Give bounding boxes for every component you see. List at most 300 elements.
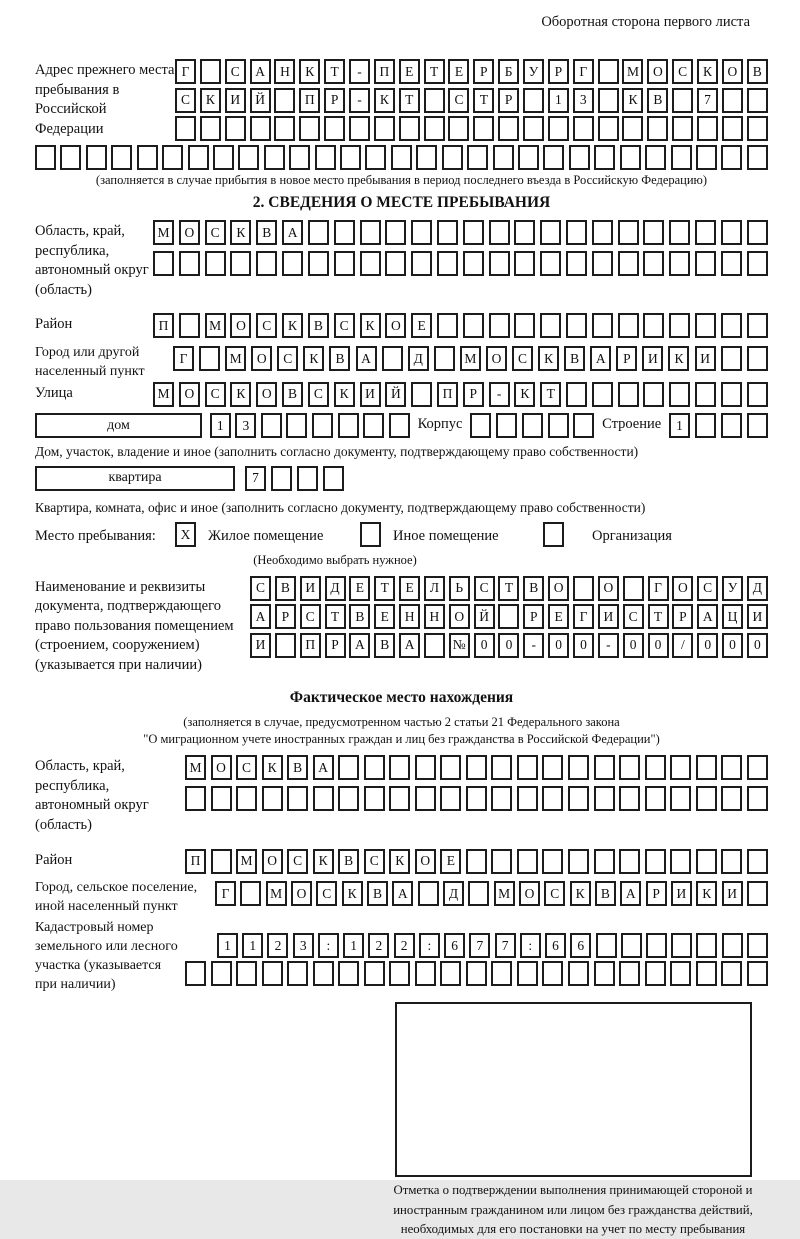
char-box[interactable]: Р: [646, 881, 667, 906]
char-box[interactable]: [162, 145, 183, 170]
char-box[interactable]: [594, 849, 615, 874]
char-box[interactable]: X: [175, 522, 196, 547]
char-box[interactable]: Т: [498, 576, 519, 601]
char-box[interactable]: [491, 849, 512, 874]
char-box[interactable]: [466, 849, 487, 874]
char-box[interactable]: [153, 251, 174, 276]
char-box[interactable]: [385, 251, 406, 276]
char-box[interactable]: [747, 116, 768, 141]
char-box[interactable]: [442, 145, 463, 170]
char-box[interactable]: О: [211, 755, 232, 780]
char-box[interactable]: Й: [385, 382, 406, 407]
char-box[interactable]: А: [349, 633, 370, 658]
char-box[interactable]: [747, 220, 768, 245]
char-box[interactable]: [360, 251, 381, 276]
char-box[interactable]: [522, 413, 543, 438]
char-box[interactable]: В: [747, 59, 768, 84]
char-box[interactable]: М: [185, 755, 206, 780]
char-box[interactable]: 7: [495, 933, 516, 958]
char-box[interactable]: В: [275, 576, 296, 601]
char-box[interactable]: М: [460, 346, 481, 371]
char-box[interactable]: [669, 382, 690, 407]
char-box[interactable]: [463, 313, 484, 338]
char-box[interactable]: [205, 251, 226, 276]
char-box[interactable]: [440, 755, 461, 780]
char-box[interactable]: [514, 251, 535, 276]
char-box[interactable]: [200, 116, 221, 141]
char-box[interactable]: У: [523, 59, 544, 84]
char-box[interactable]: [385, 220, 406, 245]
char-box[interactable]: [213, 145, 234, 170]
char-box[interactable]: К: [299, 59, 320, 84]
char-box[interactable]: [722, 116, 743, 141]
char-box[interactable]: [199, 346, 220, 371]
char-box[interactable]: [418, 881, 439, 906]
char-box[interactable]: С: [364, 849, 385, 874]
char-box[interactable]: П: [185, 849, 206, 874]
char-box[interactable]: О: [262, 849, 283, 874]
char-box[interactable]: С: [175, 88, 196, 113]
char-box[interactable]: [592, 313, 613, 338]
char-box[interactable]: [696, 849, 717, 874]
char-box[interactable]: [722, 933, 743, 958]
char-box[interactable]: 0: [722, 633, 743, 658]
char-box[interactable]: [466, 786, 487, 811]
char-box[interactable]: К: [342, 881, 363, 906]
char-box[interactable]: К: [697, 59, 718, 84]
char-box[interactable]: /: [672, 633, 693, 658]
char-box[interactable]: [619, 786, 640, 811]
char-box[interactable]: О: [251, 346, 272, 371]
char-box[interactable]: -: [598, 633, 619, 658]
char-box[interactable]: [274, 88, 295, 113]
char-box[interactable]: 0: [548, 633, 569, 658]
char-box[interactable]: 1: [217, 933, 238, 958]
char-box[interactable]: [669, 313, 690, 338]
char-box[interactable]: [489, 251, 510, 276]
char-box[interactable]: [308, 220, 329, 245]
char-box[interactable]: О: [256, 382, 277, 407]
char-box[interactable]: :: [419, 933, 440, 958]
char-box[interactable]: 0: [498, 633, 519, 658]
char-box[interactable]: 0: [474, 633, 495, 658]
char-box[interactable]: [467, 145, 488, 170]
char-box[interactable]: [60, 145, 81, 170]
char-box[interactable]: [424, 88, 445, 113]
char-box[interactable]: [274, 116, 295, 141]
char-box[interactable]: Е: [349, 576, 370, 601]
char-box[interactable]: И: [642, 346, 663, 371]
char-box[interactable]: [489, 220, 510, 245]
char-box[interactable]: С: [225, 59, 246, 84]
char-box[interactable]: [271, 466, 292, 491]
char-box[interactable]: [747, 786, 768, 811]
char-box[interactable]: [360, 522, 381, 547]
char-box[interactable]: [596, 933, 617, 958]
char-box[interactable]: [669, 251, 690, 276]
char-box[interactable]: [671, 933, 692, 958]
char-box[interactable]: [411, 382, 432, 407]
char-box[interactable]: [643, 382, 664, 407]
char-box[interactable]: [747, 849, 768, 874]
char-box[interactable]: Н: [274, 59, 295, 84]
char-box[interactable]: [645, 849, 666, 874]
char-box[interactable]: [424, 116, 445, 141]
char-box[interactable]: [747, 145, 768, 170]
char-box[interactable]: С: [256, 313, 277, 338]
char-box[interactable]: И: [695, 346, 716, 371]
char-box[interactable]: 3: [573, 88, 594, 113]
char-box[interactable]: 1: [343, 933, 364, 958]
char-box[interactable]: [437, 220, 458, 245]
char-box[interactable]: Е: [411, 313, 432, 338]
char-box[interactable]: П: [300, 633, 321, 658]
char-box[interactable]: Т: [648, 604, 669, 629]
char-box[interactable]: С: [672, 59, 693, 84]
char-box[interactable]: [250, 116, 271, 141]
char-box[interactable]: [323, 466, 344, 491]
char-box[interactable]: А: [697, 604, 718, 629]
char-box[interactable]: [523, 88, 544, 113]
char-box[interactable]: С: [697, 576, 718, 601]
char-box[interactable]: А: [356, 346, 377, 371]
char-box[interactable]: [573, 413, 594, 438]
char-box[interactable]: И: [250, 633, 271, 658]
char-box[interactable]: [338, 961, 359, 986]
char-box[interactable]: [338, 755, 359, 780]
char-box[interactable]: К: [389, 849, 410, 874]
char-box[interactable]: [573, 576, 594, 601]
char-box[interactable]: Т: [540, 382, 561, 407]
char-box[interactable]: [338, 413, 359, 438]
char-box[interactable]: А: [313, 755, 334, 780]
char-box[interactable]: [415, 786, 436, 811]
char-box[interactable]: В: [564, 346, 585, 371]
char-box[interactable]: [592, 251, 613, 276]
char-box[interactable]: [437, 313, 458, 338]
char-box[interactable]: А: [590, 346, 611, 371]
char-box[interactable]: [297, 466, 318, 491]
char-box[interactable]: О: [647, 59, 668, 84]
char-box[interactable]: [415, 755, 436, 780]
char-box[interactable]: О: [449, 604, 470, 629]
char-box[interactable]: [411, 251, 432, 276]
char-box[interactable]: 6: [545, 933, 566, 958]
char-box[interactable]: Р: [324, 88, 345, 113]
char-box[interactable]: [645, 145, 666, 170]
char-box[interactable]: Т: [473, 88, 494, 113]
char-box[interactable]: [568, 755, 589, 780]
char-box[interactable]: В: [595, 881, 616, 906]
char-box[interactable]: [695, 413, 716, 438]
char-box[interactable]: Р: [325, 633, 346, 658]
char-box[interactable]: С: [308, 382, 329, 407]
char-box[interactable]: [721, 346, 742, 371]
char-box[interactable]: [200, 59, 221, 84]
char-box[interactable]: Р: [275, 604, 296, 629]
char-box[interactable]: [619, 755, 640, 780]
char-box[interactable]: [623, 576, 644, 601]
char-box[interactable]: [262, 786, 283, 811]
char-box[interactable]: Р: [548, 59, 569, 84]
char-box[interactable]: [437, 251, 458, 276]
char-box[interactable]: [566, 251, 587, 276]
char-box[interactable]: [185, 786, 206, 811]
char-box[interactable]: Е: [374, 604, 395, 629]
char-box[interactable]: [498, 604, 519, 629]
char-box[interactable]: [695, 251, 716, 276]
char-box[interactable]: [696, 933, 717, 958]
char-box[interactable]: [517, 849, 538, 874]
char-box[interactable]: К: [282, 313, 303, 338]
char-box[interactable]: [671, 145, 692, 170]
char-box[interactable]: Т: [399, 88, 420, 113]
char-box[interactable]: О: [672, 576, 693, 601]
house-type-box[interactable]: дом: [35, 413, 202, 438]
char-box[interactable]: М: [236, 849, 257, 874]
char-box[interactable]: [669, 220, 690, 245]
char-box[interactable]: [289, 145, 310, 170]
char-box[interactable]: [747, 881, 768, 906]
char-box[interactable]: [324, 116, 345, 141]
char-box[interactable]: [424, 633, 445, 658]
char-box[interactable]: В: [523, 576, 544, 601]
char-box[interactable]: [364, 961, 385, 986]
char-box[interactable]: [592, 220, 613, 245]
char-box[interactable]: С: [205, 382, 226, 407]
char-box[interactable]: [514, 220, 535, 245]
char-box[interactable]: [696, 145, 717, 170]
char-box[interactable]: О: [486, 346, 507, 371]
char-box[interactable]: 3: [235, 413, 256, 438]
char-box[interactable]: С: [474, 576, 495, 601]
char-box[interactable]: [618, 220, 639, 245]
char-box[interactable]: [722, 88, 743, 113]
char-box[interactable]: Г: [215, 881, 236, 906]
char-box[interactable]: [416, 145, 437, 170]
char-box[interactable]: Д: [443, 881, 464, 906]
char-box[interactable]: [175, 116, 196, 141]
char-box[interactable]: [440, 961, 461, 986]
char-box[interactable]: [261, 413, 282, 438]
char-box[interactable]: [747, 313, 768, 338]
char-box[interactable]: [569, 145, 590, 170]
char-box[interactable]: [540, 220, 561, 245]
char-box[interactable]: Б: [498, 59, 519, 84]
char-box[interactable]: С: [544, 881, 565, 906]
char-box[interactable]: К: [696, 881, 717, 906]
char-box[interactable]: В: [282, 382, 303, 407]
char-box[interactable]: [338, 786, 359, 811]
char-box[interactable]: [468, 881, 489, 906]
char-box[interactable]: А: [282, 220, 303, 245]
char-box[interactable]: С: [448, 88, 469, 113]
char-box[interactable]: [86, 145, 107, 170]
char-box[interactable]: С: [300, 604, 321, 629]
char-box[interactable]: [747, 88, 768, 113]
char-box[interactable]: [747, 755, 768, 780]
char-box[interactable]: [498, 116, 519, 141]
char-box[interactable]: [747, 933, 768, 958]
char-box[interactable]: 2: [267, 933, 288, 958]
char-box[interactable]: П: [374, 59, 395, 84]
char-box[interactable]: И: [300, 576, 321, 601]
char-box[interactable]: 0: [623, 633, 644, 658]
char-box[interactable]: [389, 755, 410, 780]
char-box[interactable]: М: [153, 382, 174, 407]
char-box[interactable]: И: [360, 382, 381, 407]
char-box[interactable]: В: [349, 604, 370, 629]
char-box[interactable]: В: [374, 633, 395, 658]
char-box[interactable]: [670, 961, 691, 986]
char-box[interactable]: Е: [399, 59, 420, 84]
char-box[interactable]: [721, 755, 742, 780]
char-box[interactable]: Й: [474, 604, 495, 629]
char-box[interactable]: [695, 313, 716, 338]
char-box[interactable]: [670, 755, 691, 780]
char-box[interactable]: [240, 881, 261, 906]
char-box[interactable]: Л: [424, 576, 445, 601]
char-box[interactable]: [299, 116, 320, 141]
char-box[interactable]: П: [153, 313, 174, 338]
char-box[interactable]: Т: [424, 59, 445, 84]
char-box[interactable]: О: [179, 220, 200, 245]
char-box[interactable]: [466, 755, 487, 780]
char-box[interactable]: 0: [747, 633, 768, 658]
char-box[interactable]: [598, 59, 619, 84]
char-box[interactable]: К: [313, 849, 334, 874]
char-box[interactable]: [496, 413, 517, 438]
char-box[interactable]: О: [230, 313, 251, 338]
char-box[interactable]: [540, 313, 561, 338]
char-box[interactable]: [389, 413, 410, 438]
char-box[interactable]: [542, 961, 563, 986]
char-box[interactable]: 7: [245, 466, 266, 491]
char-box[interactable]: [491, 786, 512, 811]
char-box[interactable]: [543, 145, 564, 170]
char-box[interactable]: К: [668, 346, 689, 371]
char-box[interactable]: Д: [325, 576, 346, 601]
char-box[interactable]: И: [598, 604, 619, 629]
char-box[interactable]: [621, 933, 642, 958]
char-box[interactable]: 2: [394, 933, 415, 958]
char-box[interactable]: Р: [498, 88, 519, 113]
char-box[interactable]: 7: [697, 88, 718, 113]
char-box[interactable]: К: [262, 755, 283, 780]
char-box[interactable]: С: [287, 849, 308, 874]
char-box[interactable]: И: [722, 881, 743, 906]
char-box[interactable]: В: [308, 313, 329, 338]
char-box[interactable]: [643, 313, 664, 338]
char-box[interactable]: [287, 961, 308, 986]
char-box[interactable]: [645, 755, 666, 780]
char-box[interactable]: [672, 88, 693, 113]
char-box[interactable]: В: [647, 88, 668, 113]
char-box[interactable]: [721, 413, 742, 438]
char-box[interactable]: [619, 849, 640, 874]
char-box[interactable]: К: [303, 346, 324, 371]
char-box[interactable]: [313, 961, 334, 986]
char-box[interactable]: [721, 961, 742, 986]
char-box[interactable]: [179, 251, 200, 276]
char-box[interactable]: [491, 755, 512, 780]
char-box[interactable]: Р: [672, 604, 693, 629]
char-box[interactable]: В: [287, 755, 308, 780]
char-box[interactable]: [473, 116, 494, 141]
char-box[interactable]: [399, 116, 420, 141]
char-box[interactable]: Ц: [722, 604, 743, 629]
char-box[interactable]: [594, 145, 615, 170]
char-box[interactable]: Д: [747, 576, 768, 601]
char-box[interactable]: [543, 522, 564, 547]
char-box[interactable]: [517, 755, 538, 780]
char-box[interactable]: [697, 116, 718, 141]
char-box[interactable]: [256, 251, 277, 276]
char-box[interactable]: [747, 346, 768, 371]
char-box[interactable]: Г: [175, 59, 196, 84]
char-box[interactable]: К: [622, 88, 643, 113]
char-box[interactable]: А: [620, 881, 641, 906]
char-box[interactable]: К: [538, 346, 559, 371]
char-box[interactable]: [470, 413, 491, 438]
char-box[interactable]: [286, 413, 307, 438]
char-box[interactable]: [568, 961, 589, 986]
char-box[interactable]: [236, 786, 257, 811]
char-box[interactable]: Т: [374, 576, 395, 601]
char-box[interactable]: [463, 251, 484, 276]
char-box[interactable]: В: [329, 346, 350, 371]
char-box[interactable]: С: [623, 604, 644, 629]
char-box[interactable]: Р: [463, 382, 484, 407]
char-box[interactable]: [594, 755, 615, 780]
char-box[interactable]: 1: [242, 933, 263, 958]
char-box[interactable]: 7: [469, 933, 490, 958]
char-box[interactable]: №: [449, 633, 470, 658]
char-box[interactable]: [523, 116, 544, 141]
char-box[interactable]: [364, 755, 385, 780]
char-box[interactable]: [598, 88, 619, 113]
char-box[interactable]: [489, 313, 510, 338]
char-box[interactable]: П: [437, 382, 458, 407]
char-box[interactable]: [287, 786, 308, 811]
char-box[interactable]: С: [205, 220, 226, 245]
char-box[interactable]: [542, 849, 563, 874]
char-box[interactable]: [721, 313, 742, 338]
char-box[interactable]: -: [489, 382, 510, 407]
char-box[interactable]: [646, 933, 667, 958]
char-box[interactable]: [448, 116, 469, 141]
char-box[interactable]: С: [250, 576, 271, 601]
char-box[interactable]: Г: [648, 576, 669, 601]
char-box[interactable]: [334, 220, 355, 245]
char-box[interactable]: 6: [444, 933, 465, 958]
char-box[interactable]: [619, 961, 640, 986]
char-box[interactable]: [594, 786, 615, 811]
char-box[interactable]: [389, 786, 410, 811]
char-box[interactable]: [618, 313, 639, 338]
char-box[interactable]: И: [747, 604, 768, 629]
char-box[interactable]: [211, 849, 232, 874]
char-box[interactable]: [349, 116, 370, 141]
char-box[interactable]: [411, 220, 432, 245]
char-box[interactable]: Н: [399, 604, 420, 629]
char-box[interactable]: [696, 786, 717, 811]
char-box[interactable]: [391, 145, 412, 170]
char-box[interactable]: О: [415, 849, 436, 874]
char-box[interactable]: А: [250, 604, 271, 629]
char-box[interactable]: О: [385, 313, 406, 338]
char-box[interactable]: О: [179, 382, 200, 407]
